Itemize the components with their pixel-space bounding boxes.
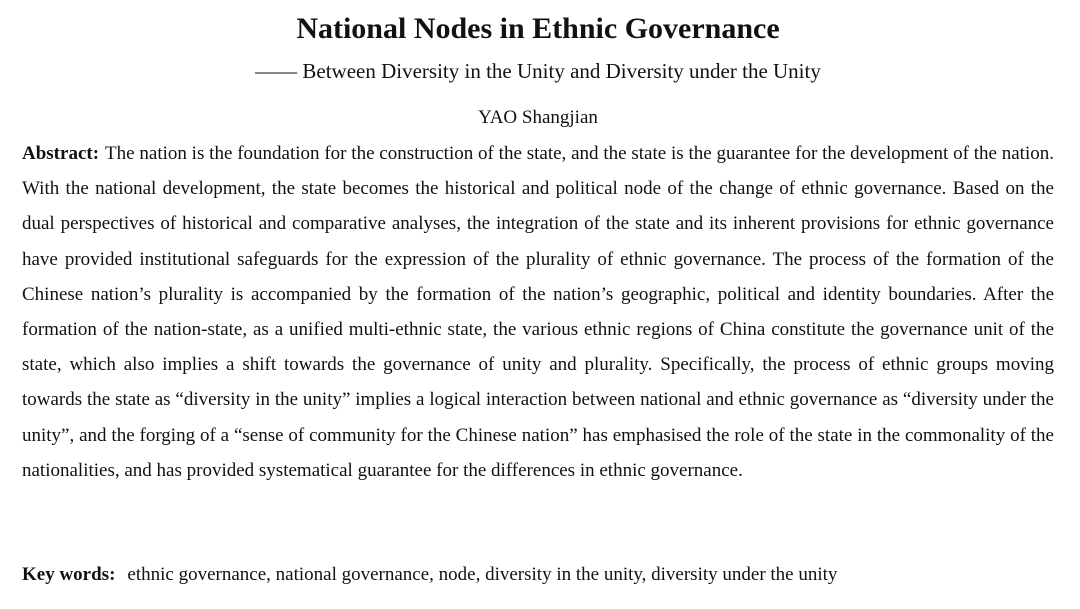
paper-title: National Nodes in Ethnic Governance xyxy=(296,12,780,45)
keywords-label: Key words: xyxy=(22,564,116,585)
keywords-line xyxy=(22,560,1054,590)
abstract-text: The nation is the foundation for the construction of the state, and the state is the guarantee for the development of the nation. With the national development, the state becomes the historical and political node of the change of ethnic governance. Based on the dual perspectives of historical and comparative analyses, the integration of the state and its inherent provisions for ethnic governance have provided institutional safeguards for the expression of the plurality of ethnic governance. The process of the formation of the Chinese nation’s plurality is accompanied by the formation of the nation’s geographic, political and identity boundaries. After the formation of the nation-state, as a unified multi-ethnic state, the various ethnic regions of China constitute the governance unit of the state, which also implies a shift towards the governance of unity and plurality. Specifically, the process of ethnic groups moving towards the state as “diversity in the unity” implies a logical interaction between national and ethnic governance as “diversity under the unity”, and the forging of a “sense of community for the Chinese nation” has emphasised the role of the state in the commonality of the nationalities, and has provided systematical guarantee for the differences in ethnic governance. xyxy=(22,143,1054,481)
abstract-label: Abstract: xyxy=(22,143,100,164)
abstract-paragraph xyxy=(22,136,1054,488)
paper-author: YAO Shangjian xyxy=(478,107,598,128)
paper-subtitle: —— Between Diversity in the Unity and Diversity under the Unity xyxy=(255,59,821,83)
keywords-text: ethnic governance, national governance, node, diversity in the unity, diversity under the unity xyxy=(127,564,838,585)
